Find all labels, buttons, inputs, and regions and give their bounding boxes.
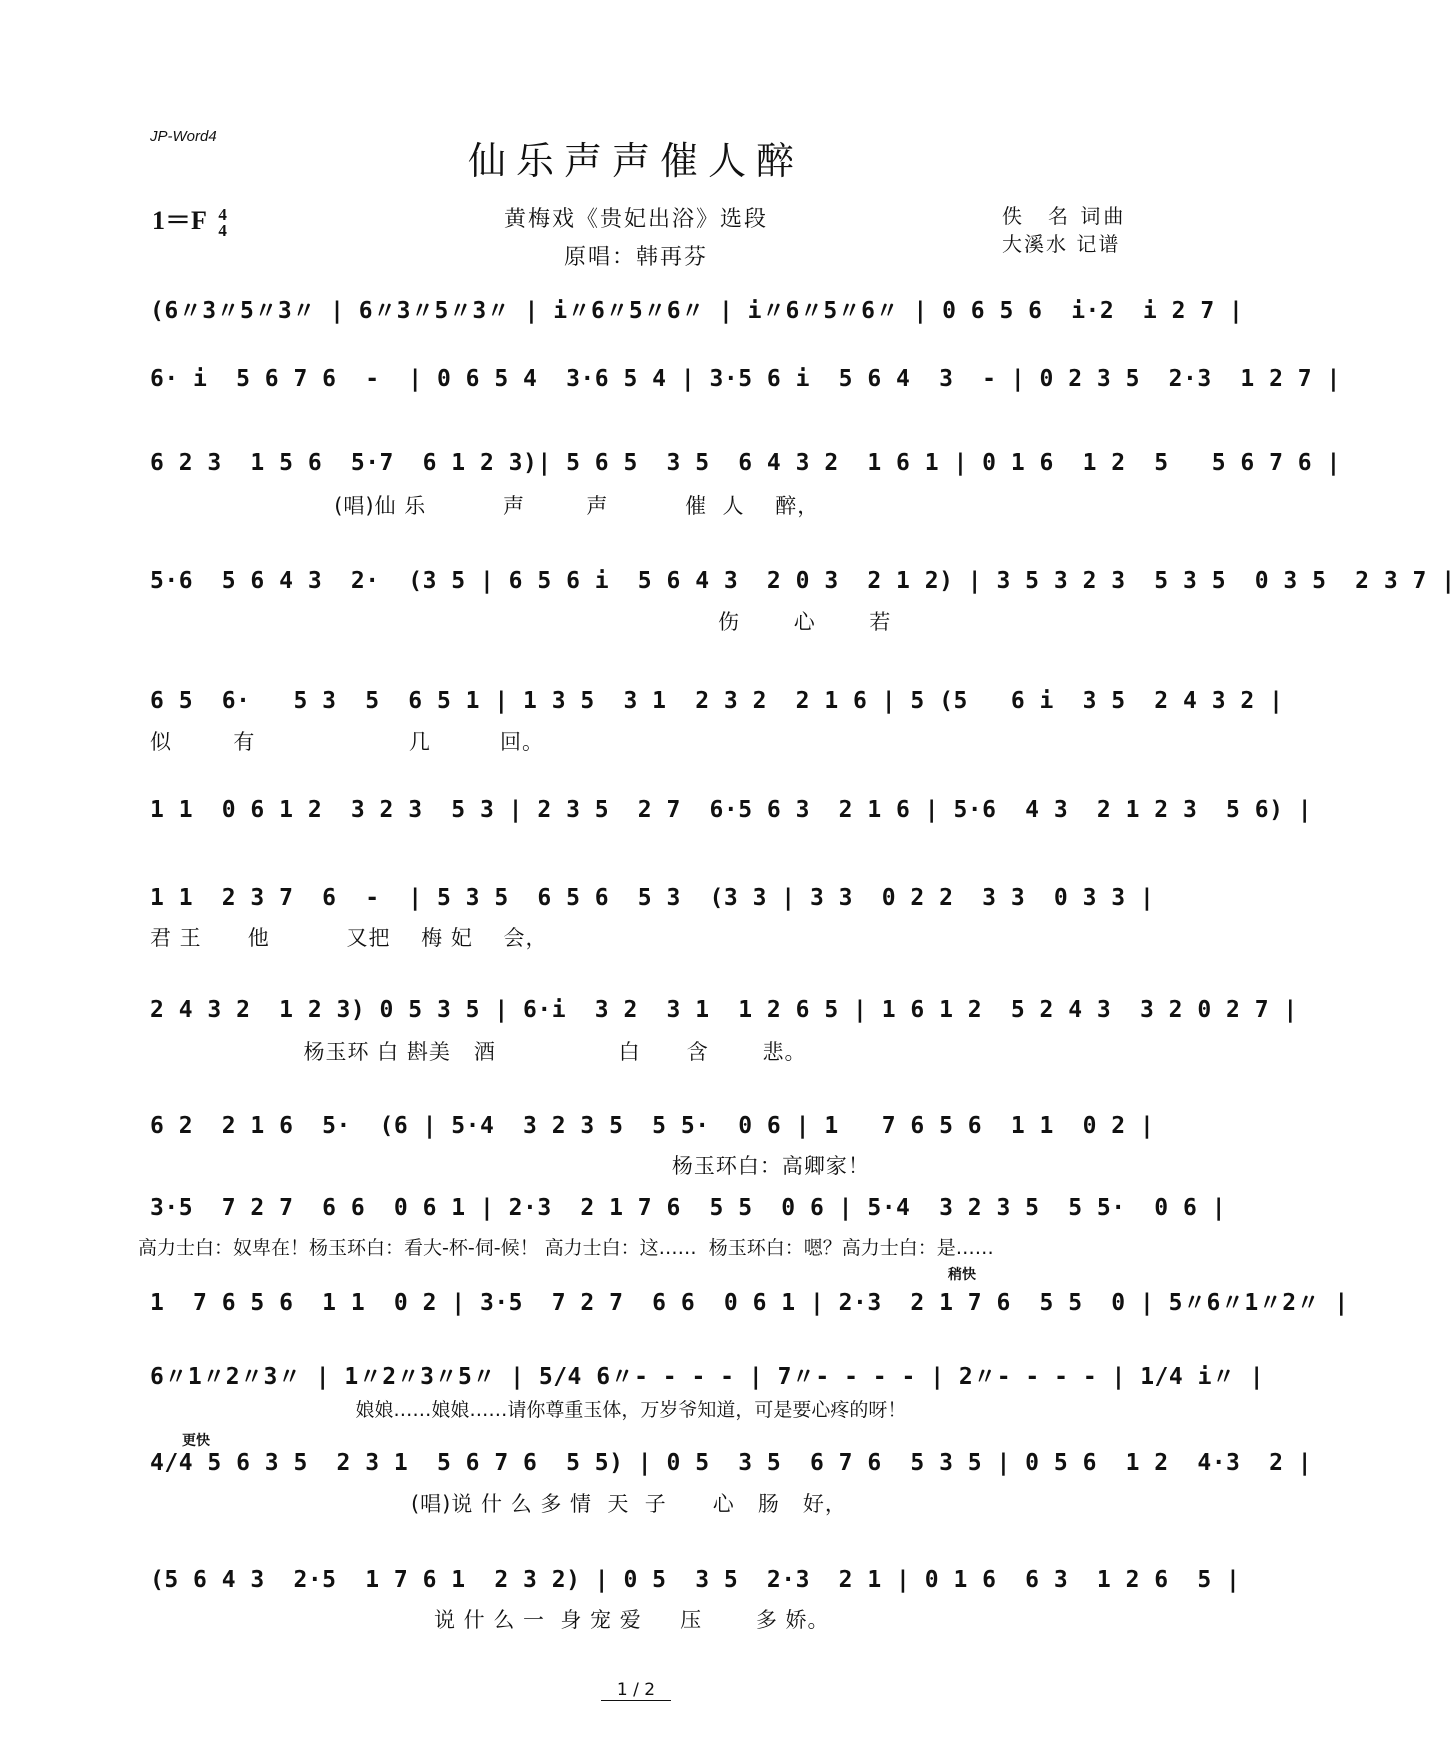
subtitle: 黄梅戏《贵妃出浴》选段: [503, 207, 768, 232]
staff-line-1-notes: (6〃3〃5〃3〃 | 6〃3〃5〃3〃 | i〃6〃5〃6〃 | i〃6〃5〃6〃 | 0 6 5 6 i·2 i 2 7 |: [150, 298, 1244, 324]
staff-line-5-lyrics: 似 有 几 回。: [150, 730, 544, 754]
staff-line-7-notes: 1 1 2 3 7 6 - | 5 3 5 6 5 6 5 3 (3 3 | 3 3 0 2 2 3 3 0 3 3 |: [150, 885, 1155, 911]
page-number: [0, 1680, 1272, 1700]
staff-line-3-lyrics: (唱)仙 乐 声 声 催 人 醉，: [150, 494, 820, 518]
staff-line-2-notes: 6· i 5 6 7 6 - | 0 6 5 4 3·6 5 4 | 3·5 6 i 5 6 4 3 - | 0 2 3 5 2·3 1 2 7 |: [150, 366, 1341, 392]
original-singer: 原唱：韩再芬: [563, 245, 708, 270]
staff-line-13-notes: 4/4 5 6 3 5 2 3 1 5 6 7 6 5 5) | 0 5 3 5 6 7 6 5 3 5 | 0 5 6 1 2 4·3 2 |: [150, 1450, 1313, 1476]
staff-line-4-notes: 5·6 5 6 4 3 2· (3 5 | 6 5 6 i 5 6 4 3 2 0 3 2 1 2) | 3 5 3 2 3 5 3 5 0 3 5 2 3 7 |: [150, 568, 1456, 594]
time-signature-top: 4: [218, 205, 227, 225]
staff-line-8-lyrics: 杨玉环 白 斟美 酒 白 含 悲。: [150, 1040, 807, 1064]
staff-line-8-notes: 2 4 3 2 1 2 3) 0 5 3 5 | 6·i 3 2 3 1 1 2 6 5 | 1 6 1 2 5 2 4 3 3 2 0 2 7 |: [150, 997, 1298, 1023]
staff-line-7-lyrics: 君 王 他 又把 梅 妃 会，: [150, 926, 548, 950]
staff-line-9-notes: 6 2 2 1 6 5· (6 | 5·4 3 2 3 5 5 5· 0 6 | 1 7 6 5 6 1 1 0 2 |: [150, 1113, 1155, 1139]
staff-line-10-notes: 3·5 7 2 7 6 6 0 6 1 | 2·3 2 1 7 6 5 5 0 6 | 5·4 3 2 3 5 5 5· 0 6 |: [150, 1195, 1227, 1221]
tempo-mark-faster-slightly: 稍快: [948, 1267, 976, 1283]
key-text: 1＝F: [152, 206, 206, 235]
staff-line-12-notes: 6〃1〃2〃3〃 | 1〃2〃3〃5〃 | 5/4 6〃- - - - | 7〃- - - - | 2〃- - - - | 1/4 i〃 |: [150, 1364, 1265, 1390]
tempo-mark-faster: 更快: [182, 1433, 210, 1449]
staff-line-11-notes: 1 7 6 5 6 1 1 0 2 | 3·5 7 2 7 6 6 0 6 1 | 2·3 2 1 7 6 5 5 0 | 5〃6〃1〃2〃 |: [150, 1290, 1349, 1316]
staff-line-5-notes: 6 5 6· 5 3 5 6 5 1 | 1 3 5 3 1 2 3 2 2 1 6 | 5 (5 6 i 3 5 2 4 3 2 |: [150, 688, 1284, 714]
staff-line-12-lyrics: 娘娘……娘娘……请你尊重玉体，万岁爷知道，可是要心疼的呀！: [150, 1399, 907, 1421]
staff-line-13-lyrics: (唱)说 什 么 多 情 天 子 心 肠 好，: [150, 1492, 847, 1516]
time-signature-bottom: 4: [218, 221, 227, 241]
staff-line-9-lyrics: 杨玉环白：高卿家！: [150, 1154, 870, 1178]
staff-line-14-notes: (5 6 4 3 2·5 1 7 6 1 2 3 2) | 0 5 3 5 2·3 2 1 | 0 1 6 6 3 1 2 6 5 |: [150, 1567, 1241, 1593]
staff-line-14-lyrics: 说 什 么 一 身 宠 爱 压 多 娇。: [150, 1608, 830, 1632]
staff-line-3-notes: 6 2 3 1 5 6 5·7 6 1 2 3)| 5 6 5 3 5 6 4 3 2 1 6 1 | 0 1 6 1 2 5 5 6 7 6 |: [150, 450, 1341, 476]
staff-line-10-lyrics: 高力士白：奴卑在！杨玉环白：看大-杯-伺-候！ 高力士白：这…… 杨玉环白：嗯？高力士白：是……: [138, 1237, 994, 1259]
song-title: 仙乐声声催人醉: [467, 139, 804, 183]
staff-line-4-lyrics: 伤 心 若: [150, 610, 892, 634]
watermark-text: JP-Word4: [150, 128, 217, 145]
page-number-text: 1 / 2: [601, 1680, 671, 1701]
staff-line-6-notes: 1 1 0 6 1 2 3 2 3 5 3 | 2 3 5 2 7 6·5 6 3 2 1 6 | 5·6 4 3 2 1 2 3 5 6) |: [150, 797, 1313, 823]
credit-lyrics-music: 佚 名 词曲: [1002, 204, 1127, 228]
credit-notation: 大溪水 记谱: [1002, 232, 1121, 256]
